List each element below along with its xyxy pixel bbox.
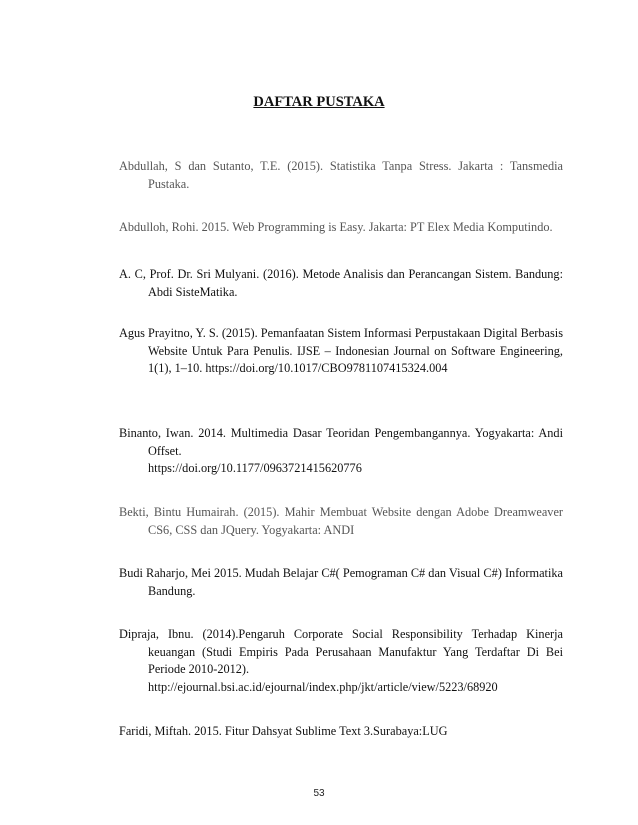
reference-entry: Budi Raharjo, Mei 2015. Mudah Belajar C#( Pemograman C# dan Visual C#) Informatika Bandung. (119, 566, 563, 598)
reference-entry: Agus Prayitno, Y. S. (2015). Pemanfaatan Sistem Informasi Perpustakaan Digital Berbasis Website Untuk Para Penulis. IJSE – Indonesian Journal on Software Engineering, 1(1), 1–10. https://doi.org/10.1017/CBO9781107415324.004 (119, 326, 563, 375)
reference-entry: Abdulloh, Rohi. 2015. Web Programming is Easy. Jakarta: PT Elex Media Komputindo. (119, 220, 553, 234)
reference-entry: Faridi, Miftah. 2015. Fitur Dahsyat Sublime Text 3.Surabaya:LUG (119, 724, 448, 738)
reference-url[interactable]: https://doi.org/10.1177/0963721415620776 (148, 461, 362, 475)
reference-entry: Abdullah, S dan Sutanto, T.E. (2015). Statistika Tanpa Stress. Jakarta : Tansmedia Pustaka. (119, 159, 563, 191)
page-title: DAFTAR PUSTAKA (253, 94, 385, 110)
reference-entry: Bekti, Bintu Humairah. (2015). Mahir Membuat Website dengan Adobe Dreamweaver CS6, CSS dan JQuery. Yogyakarta: ANDI (119, 505, 563, 537)
reference-url[interactable]: http://ejournal.bsi.ac.id/ejournal/index.php/jkt/article/view/5223/68920 (148, 680, 498, 694)
reference-entry: A. C, Prof. Dr. Sri Mulyani. (2016). Metode Analisis dan Perancangan Sistem. Bandung: Abdi SisteMatika. (119, 267, 563, 299)
reference-entry: Binanto, Iwan. 2014. Multimedia Dasar Teoridan Pengembangannya. Yogyakarta: Andi Offset. (119, 426, 563, 458)
reference-entry: Dipraja, Ibnu. (2014).Pengaruh Corporate Social Responsibility Terhadap Kinerja keuangan (Studi Empiris Pada Perusahaan Manufaktur Yang Terdaftar Di Bei Periode 2010-2012). (119, 627, 563, 676)
page-number: 53 (313, 788, 325, 799)
